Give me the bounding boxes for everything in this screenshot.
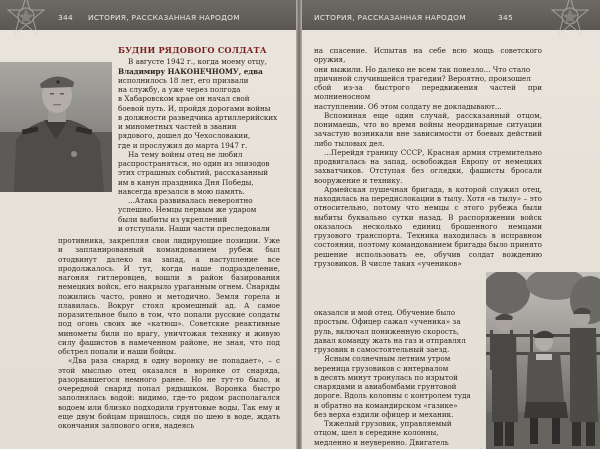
text-line: успешно. Немцы первым же ударом (118, 205, 257, 215)
text-line: снарядами и авиабомбами грунтовой (314, 382, 457, 391)
text-line: медленно и неуверенно. Двигатель (314, 437, 449, 447)
soldier-portrait-photo (0, 62, 112, 192)
text-line: были выбиты из укреплений (118, 214, 228, 224)
text-line: В августе 1942 г., когда моему отцу, (128, 57, 267, 67)
order-emblem-icon (548, 0, 592, 38)
text-line: простым. Офицер сажал «ученика» за (314, 317, 461, 327)
text-line: в должности разведчика артиллерийских (118, 112, 278, 122)
text-line: причиной случившейся трагедии? Вероятно, произошел (314, 73, 531, 83)
text-line: на спасение. Испытав на себе всю мощь советского оружия, (314, 46, 542, 65)
article-heading: БУДНИ РЯДОВОГО СОЛДАТА (118, 45, 267, 55)
text-line: и отступали. Наши части преследовали (118, 223, 270, 233)
text-line: Ясным солнечным летним утром (324, 354, 451, 364)
text-line: в десять минут тронулась по изрытой (314, 372, 458, 382)
text-line: исполнилось 18 лет, его призвали (118, 75, 249, 85)
text-line: где и прослужил до марта 1947 г. (118, 140, 248, 150)
text-line: Тяжелый грузовик, управляемый (324, 419, 452, 428)
right-top-text (314, 46, 542, 268)
text-line: дороге. Вдоль колонны с контролем туда (314, 391, 471, 401)
right-page (302, 0, 600, 449)
right-page-number: 345 (498, 13, 514, 22)
text-line: и минометных частей в звании (118, 122, 237, 131)
soldiers-group-photo (486, 272, 600, 449)
text-line: ...Атака развивалась невероятно (128, 196, 253, 205)
text-line: руль, включал пониженную скорость, (314, 326, 460, 336)
paragraph: Вспоминая еще один случай, рассказанный отцом, понимаешь, что во время войны неординарные ситуации зачастую возникали вне зависимости от боевых действий либо тыловых дел. (314, 110, 542, 148)
left-running-title: ИСТОРИЯ, РАССКАЗАННАЯ НАРОДОМ (88, 13, 240, 22)
paragraph: Армейская пушечная бригада, в которой служил отец, находилась на передислокации в тылу. Хотя «в тылу» – это относительно, потому что немцы с этого рубежа были выбиты буквально сутки назад. В распоряжении войск оказалось несколько единиц брошенного немцами грузового транспорта. Техника находилась в исправном состоянии, поэтому командованием бригады было принято решение использовать ее, обучив солдат вождению грузовиков. В числе таких «учеников» (314, 184, 542, 268)
text-line: навсегда врезался в мою память. (118, 186, 245, 196)
text-line: грузовик в самостоятельный заезд. (314, 345, 450, 354)
text-line: распространяться, но один из эпизодов (118, 159, 270, 168)
text-line: оказался и мой отец. Обучение было (314, 308, 456, 317)
text-line: без верха ездили офицер и механик. (314, 409, 454, 419)
text-line: Владимиру НАКОНЕЧНОМУ, едва (118, 66, 263, 76)
paragraph: «Два раза снаряд в одну воронку не попадает», – с этой мыслью отец оказался в воронке от снаряда, разорвавшегося немного ранее. Но не тут-то было, и очередной снаряд попал рядышком. Воронка быстро заполнялась водой: видимо, где-то рядом располагался водоем или близко подходили грунтовые воды. Так ему и еще двум бойцам пришлось, сидя по шею в воде, ждать окончания залпового огня, надеясь (58, 356, 280, 430)
text-line: отцом, шел в середине колонны, (314, 428, 439, 438)
text-line: в Хабаровском крае он начал свой (118, 94, 250, 104)
left-beside-photo-text (118, 46, 280, 233)
right-beside-photo-text (314, 308, 480, 447)
text-line: На тему войны отец не любил (128, 149, 243, 159)
text-line: наступлении. Об этом солдату не докладывают... (314, 101, 502, 111)
paragraph: ...Перейдя границу СССР, Красная армия стремительно продвигалась на запад, освобождая Европу от немецких захватчиков. Отступая без оглядки, фашисты бросали вооружение и технику. (314, 147, 542, 185)
text-line: вереница грузовиков с интервалом (314, 363, 449, 373)
order-emblem-icon (4, 0, 48, 38)
text-line: им в канун праздника Дня Победы, (118, 177, 254, 187)
text-line: сбой из-за быстрого передвижения частей при молниеносном (314, 83, 542, 102)
text-line: они выжили. Но далеко не всем так повезло... Что стало (314, 64, 531, 74)
left-page-number: 344 (58, 13, 74, 22)
text-line: давал команду жать на газ и отправлял (314, 335, 466, 345)
text-line: этих страшных событий, рассказанный (118, 168, 269, 178)
text-line: рядового, дошел до Чехословакии, (118, 131, 251, 141)
left-full-width-text (58, 236, 280, 430)
text-line: боевой путь. И, пройдя дорогами войны (118, 103, 271, 113)
paragraph: противника, закрепляя свои лидирующие позиции. Уже и запланированный командованием рубеж был отодвинут далеко на запад, а наступление все продолжалось. И тут, когда наше подразделение, нагоняя гитлеровцев, вошли в район базирования немецких войск, его накрыло ураганным огнем. Снаряды ложились часто, ровно и методично. Земля горела и плавилась. Вокруг стоял кромешный ад. А самое поразительное было в том, что попали русские солдаты под огонь своих же «катюш». Советские реактивные минометы били по врагу, уничтожая технику и живую силу фашистов в намеченном районе, не зная, что под обстрел попали и наши бойцы. (58, 236, 280, 356)
right-running-title: ИСТОРИЯ, РАССКАЗАННАЯ НАРОДОМ (314, 13, 466, 22)
text-line: на службу, а уже через полгода (118, 85, 241, 94)
text-line: и обратно на командирском «газике» (314, 400, 458, 410)
left-page (0, 0, 296, 449)
